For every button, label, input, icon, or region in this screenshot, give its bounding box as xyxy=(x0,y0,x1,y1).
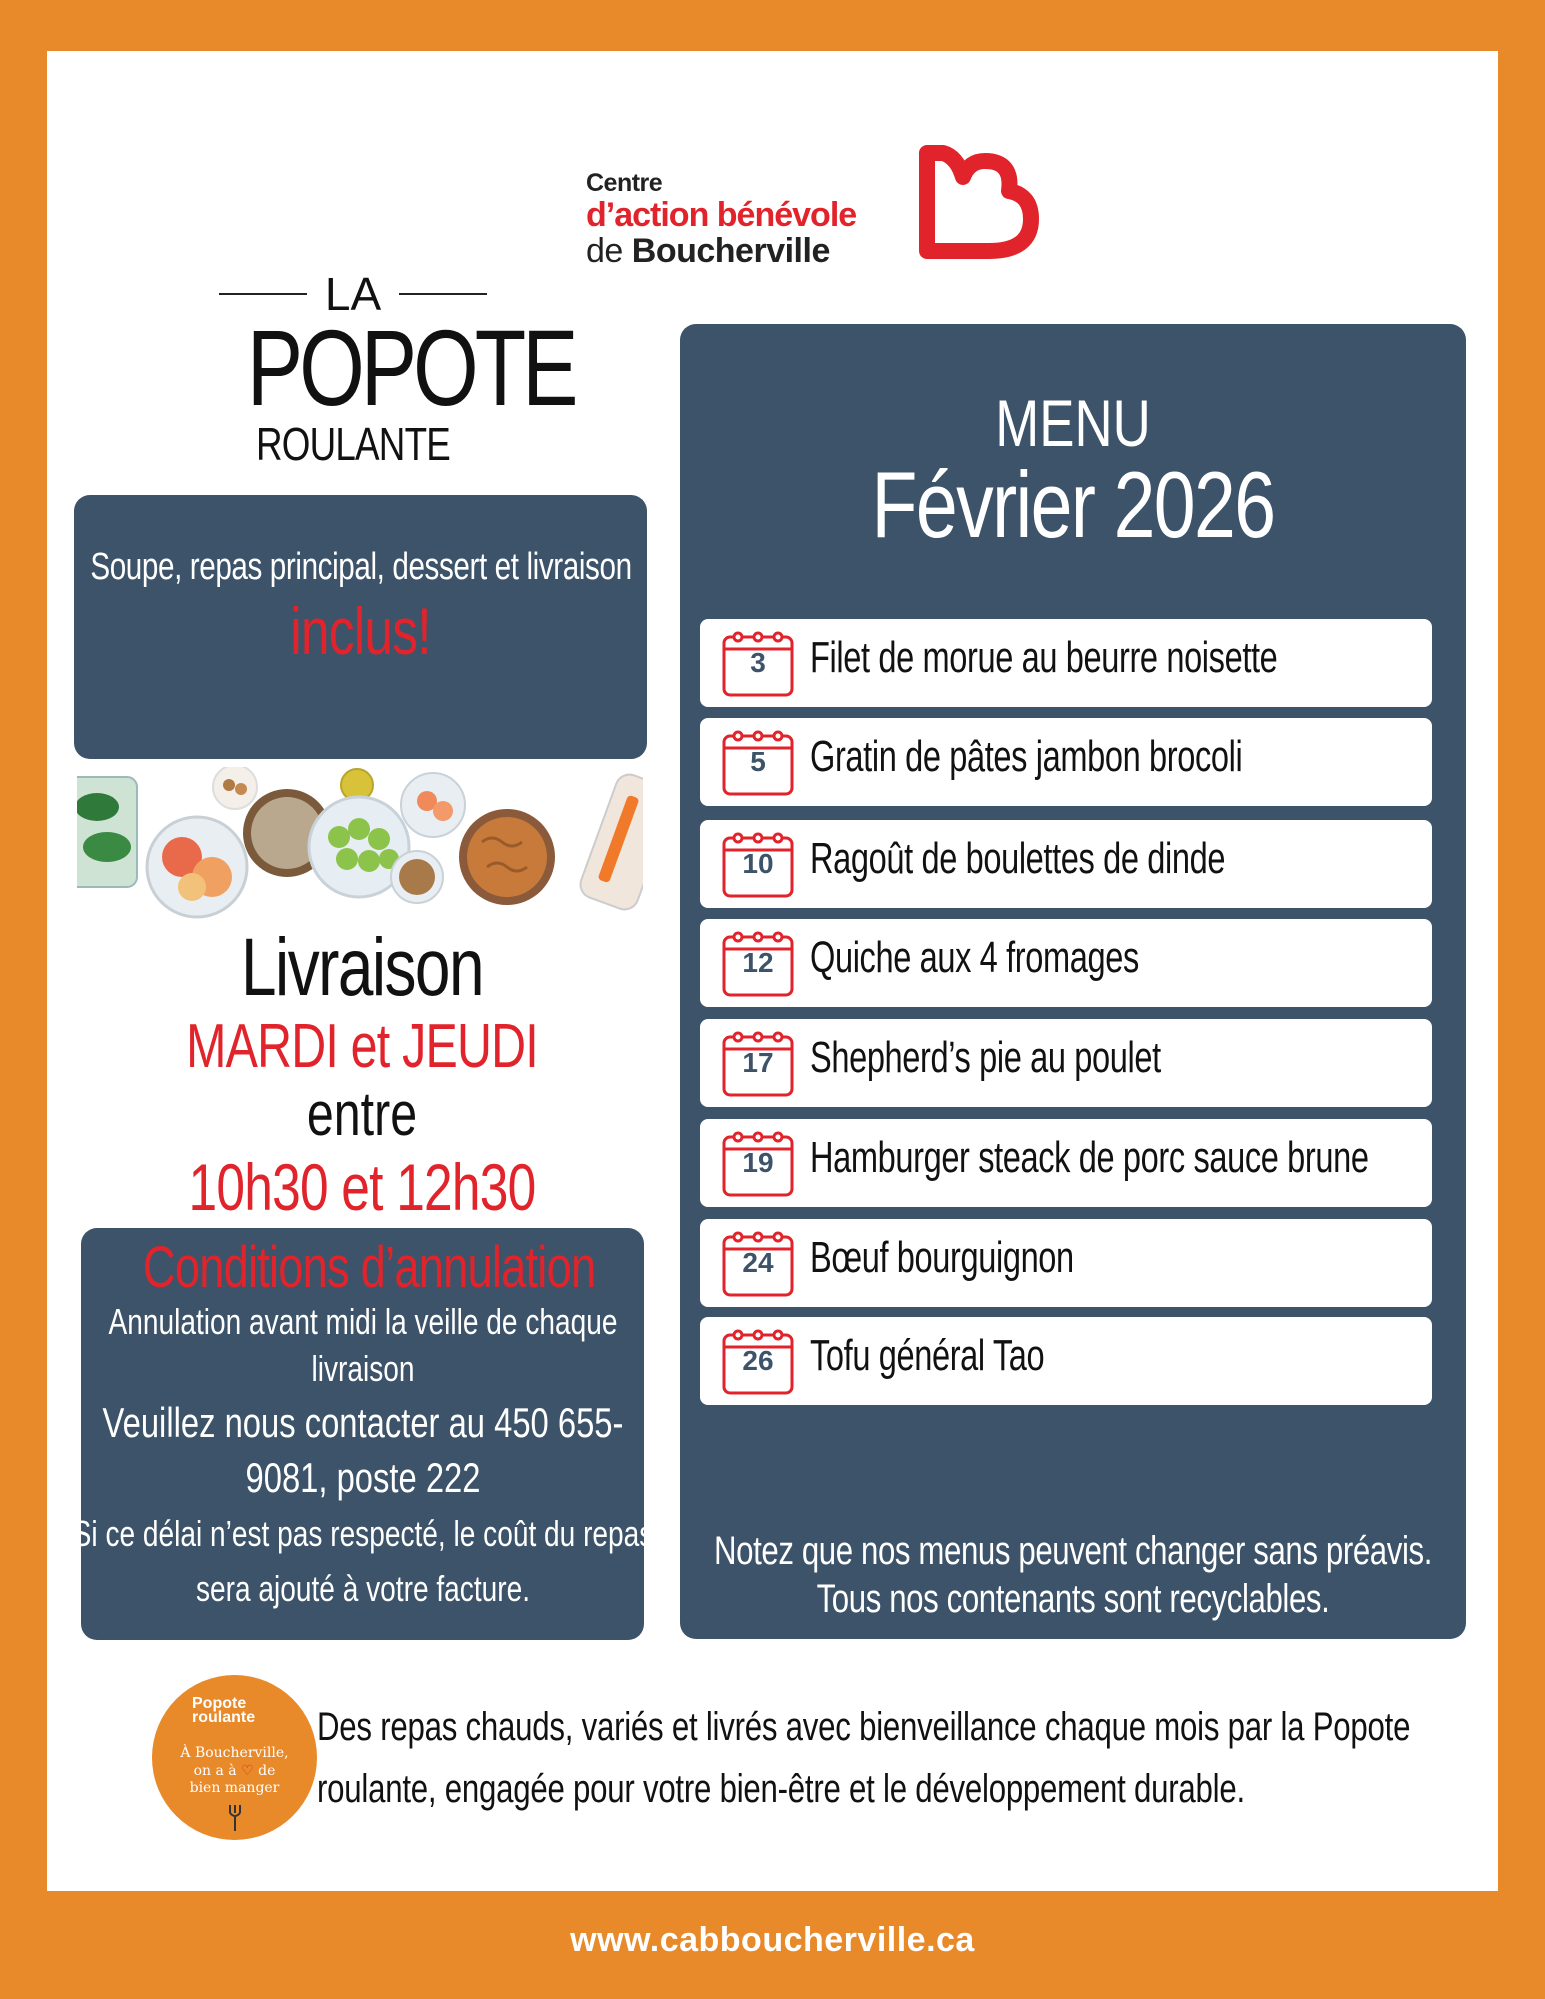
heart-logo-icon xyxy=(909,143,1049,263)
heart-icon: ♡ xyxy=(241,1762,254,1779)
menu-day: 12 xyxy=(742,947,774,978)
cancellation-contact: Veuillez nous contacter au 450 655-9081, poste 222 xyxy=(102,1399,624,1502)
menu-day: 19 xyxy=(742,1147,774,1178)
title-popote: POPOTE xyxy=(246,307,575,428)
logo-line-3-prefix: de xyxy=(586,231,623,270)
badge-slogan-line-2 xyxy=(152,1763,317,1781)
menu-item xyxy=(700,1019,1432,1107)
popote-badge xyxy=(152,1675,317,1840)
closing-blurb xyxy=(317,1696,1411,1820)
badge-slogan-line-1: À Boucherville, xyxy=(180,1745,289,1761)
menu-dish: Hamburger steack de porc sauce brune xyxy=(810,1133,1369,1182)
badge-brand xyxy=(192,1697,292,1726)
badge-slogan-line-2b: de xyxy=(258,1762,276,1779)
cancellation-penalty: Si ce délai n’est pas respecté, le coût du repas sera ajouté à votre facture. xyxy=(72,1512,654,1610)
menu-item xyxy=(700,619,1432,707)
title-roulante: ROULANTE xyxy=(256,417,450,470)
blurb-line-1: Des repas chauds, variés et livrés avec bienveillance chaque mois par la Popote xyxy=(317,1705,1411,1749)
menu-item xyxy=(700,1317,1432,1405)
menu-month: Février 2026 xyxy=(871,452,1275,557)
badge-brand-line-2: roulante xyxy=(192,1709,256,1727)
organization-logo xyxy=(538,97,1058,270)
menu-dish: Tofu général Tao xyxy=(810,1331,1045,1380)
blurb-line-2: roulante, engagée pour votre bien-être et le développement durable. xyxy=(317,1767,1245,1811)
food-bowls-image xyxy=(77,767,643,933)
delivery-days: MARDI et JEUDI xyxy=(186,1012,538,1082)
included-panel xyxy=(74,495,647,759)
menu-panel xyxy=(680,324,1466,1639)
menu-label: MENU xyxy=(995,386,1151,460)
menu-item xyxy=(700,1119,1432,1207)
included-highlight: inclus! xyxy=(290,594,431,669)
title-la: LA xyxy=(324,268,382,320)
cancellation-rule: Annulation avant midi la veille de chaque livraison xyxy=(108,1300,618,1389)
logo-line-3-bold: Boucherville xyxy=(631,231,830,270)
badge-slogan xyxy=(152,1745,317,1798)
menu-dish: Quiche aux 4 fromages xyxy=(810,933,1139,982)
popote-title xyxy=(217,268,575,470)
cancellation-title: Conditions d’annulation xyxy=(142,1235,596,1300)
menu-dish: Shepherd’s pie au poulet xyxy=(810,1033,1161,1082)
menu-day: 24 xyxy=(742,1247,774,1278)
menu-note-line-1: Notez que nos menus peuvent changer sans préavis. xyxy=(713,1529,1433,1573)
delivery-hours: 10h30 et 12h30 xyxy=(188,1149,536,1224)
delivery-info xyxy=(107,923,617,1225)
included-text: Soupe, repas principal, dessert et livraison xyxy=(90,546,632,588)
flyer-sheet xyxy=(47,51,1498,1891)
menu-day: 5 xyxy=(750,746,766,777)
logo-text xyxy=(586,169,856,269)
logo-line-2: d’action bénévole xyxy=(586,196,857,234)
delivery-title: Livraison xyxy=(241,922,483,1013)
menu-header xyxy=(680,386,1466,557)
title-rule-right xyxy=(399,293,487,295)
menu-note-line-2: Tous nos contenants sont recyclables. xyxy=(816,1577,1330,1621)
cancellation-panel xyxy=(72,1228,654,1640)
website-link[interactable]: www.cabboucherville.ca xyxy=(570,1921,975,1959)
menu-item xyxy=(700,919,1432,1007)
badge-brand-line-1: Popote xyxy=(192,1695,247,1712)
menu-day: 10 xyxy=(742,848,774,879)
menu-dish: Filet de morue au beurre noisette xyxy=(810,633,1278,682)
title-rule-left xyxy=(219,293,307,295)
menu-item xyxy=(700,1219,1432,1307)
badge-slogan-line-3: bien manger xyxy=(189,1780,280,1796)
logo-line-1: Centre xyxy=(586,169,663,197)
menu-day: 3 xyxy=(750,647,766,678)
menu-dish: Ragoût de boulettes de dinde xyxy=(810,834,1226,883)
menu-item xyxy=(700,820,1432,908)
menu-dish: Bœuf bourguignon xyxy=(810,1233,1074,1282)
menu-day: 26 xyxy=(742,1345,774,1376)
menu-dish: Gratin de pâtes jambon brocoli xyxy=(810,732,1243,781)
menu-note xyxy=(713,1527,1433,1623)
badge-slogan-line-2a: on a à xyxy=(193,1762,237,1779)
logo-line-3 xyxy=(586,231,856,270)
delivery-between: entre xyxy=(306,1080,418,1150)
menu-day: 17 xyxy=(742,1047,774,1078)
fork-icon xyxy=(227,1805,243,1831)
menu-item xyxy=(700,718,1432,806)
